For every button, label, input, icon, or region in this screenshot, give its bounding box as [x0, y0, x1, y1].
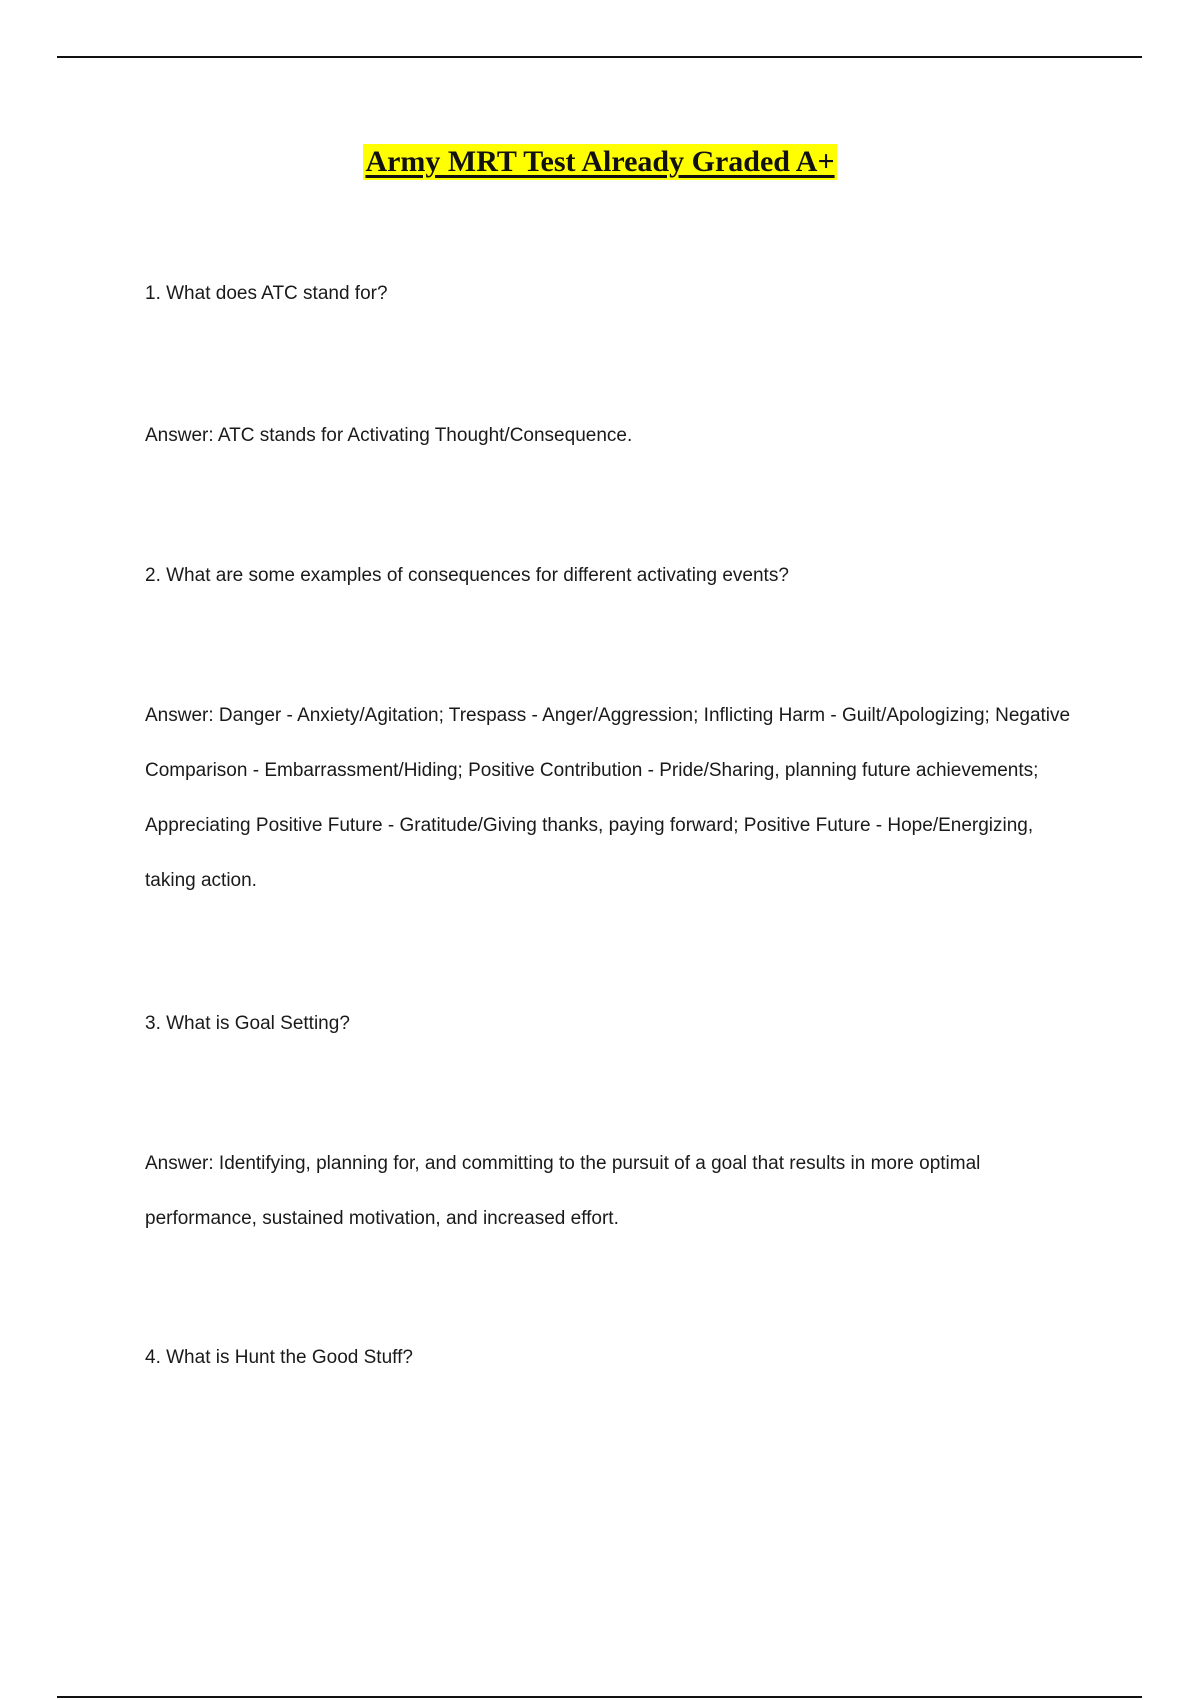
answer-3: Answer: Identifying, planning for, and committing to the pursuit of a goal that results in more optimal performance, sustained motivation, and increased effort.	[145, 1153, 981, 1229]
question-4: 4. What is Hunt the Good Stuff?	[145, 1347, 413, 1368]
answer-1: Answer: ATC stands for Activating Thought/Consequence.	[145, 425, 633, 446]
question-2: 2. What are some examples of consequences for different activating events?	[145, 565, 789, 586]
question-3: 3. What is Goal Setting?	[145, 1013, 350, 1034]
document-title: Army MRT Test Already Graded A+	[365, 145, 835, 178]
bottom-rule	[57, 1696, 1142, 1698]
title-container	[0, 144, 1200, 180]
top-rule	[57, 56, 1142, 58]
answer-2: Answer: Danger - Anxiety/Agitation; Trespass - Anger/Aggression; Inflicting Harm - Guilt/Apologizing; Negative Comparison - Embarrassment/Hiding; Positive Contribution - Pride/Sharing, planning future achievements; Appreciating Positive Future - Gratitude/Giving thanks, paying forward; Positive Future - Hope/Energizing, taking action.	[145, 705, 1071, 891]
question-1: 1. What does ATC stand for?	[145, 283, 388, 304]
